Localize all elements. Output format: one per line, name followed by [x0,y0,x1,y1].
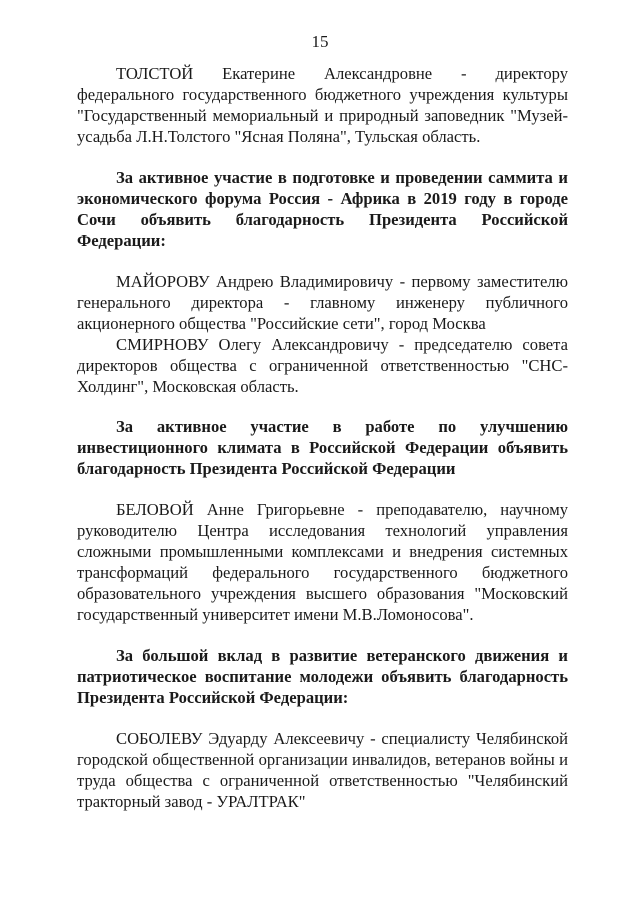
section-heading-africa-summit: За активное участие в подготовке и проведении саммита и экономического форума Россия - Африка в 2019 году в городе Сочи объявить благодарность Президента Российской Федерации: [77,168,568,250]
award-paragraph-tolstoy: ТОЛСТОЙ Екатерине Александровне - директору федерального государственного бюджетного учреждения культуры "Государственный мемориальный и природный заповедник "Музей-усадьба Л.Н.Толстого "Ясная Поляна", Тульская область. [77,64,568,146]
page-number: 15 [311,32,329,51]
award-paragraph-mayorov: МАЙОРОВУ Андрею Владимировичу - первому заместителю генерального директора - главному инженеру публичного акционерного общества "Российские сети", город Москва [77,272,568,333]
section-heading-veterans: За большой вклад в развитие ветеранского движения и патриотическое воспитание молодежи объявить благодарность Президента Российской Федерации: [77,646,568,707]
document-body [77,63,568,812]
section-heading-investment-climate: За активное участие в работе по улучшению инвестиционного климата в Российской Федерации объявить благодарность Президента Российской Федерации [77,417,568,478]
award-paragraph-belova: БЕЛОВОЙ Анне Григорьевне - преподавателю, научному руководителю Центра исследования технологий управления сложными промышленными комплексами и внедрения системных трансформаций федерального государственного бюджетного образовательного учреждения высшего образования "Московский государственный университет имени М.В.Ломоносова". [77,500,568,624]
award-paragraph-smirnov: СМИРНОВУ Олегу Александровичу - председателю совета директоров общества с ограниченной ответственностью "СНС-Холдинг", Московская область. [77,335,568,396]
award-paragraph-sobolev: СОБОЛЕВУ Эдуарду Алексеевичу - специалисту Челябинской городской общественной организации инвалидов, ветеранов войны и труда общества с ограниченной ответственностью "Челябинский тракторный завод - УРАЛТРАК" [77,729,568,811]
